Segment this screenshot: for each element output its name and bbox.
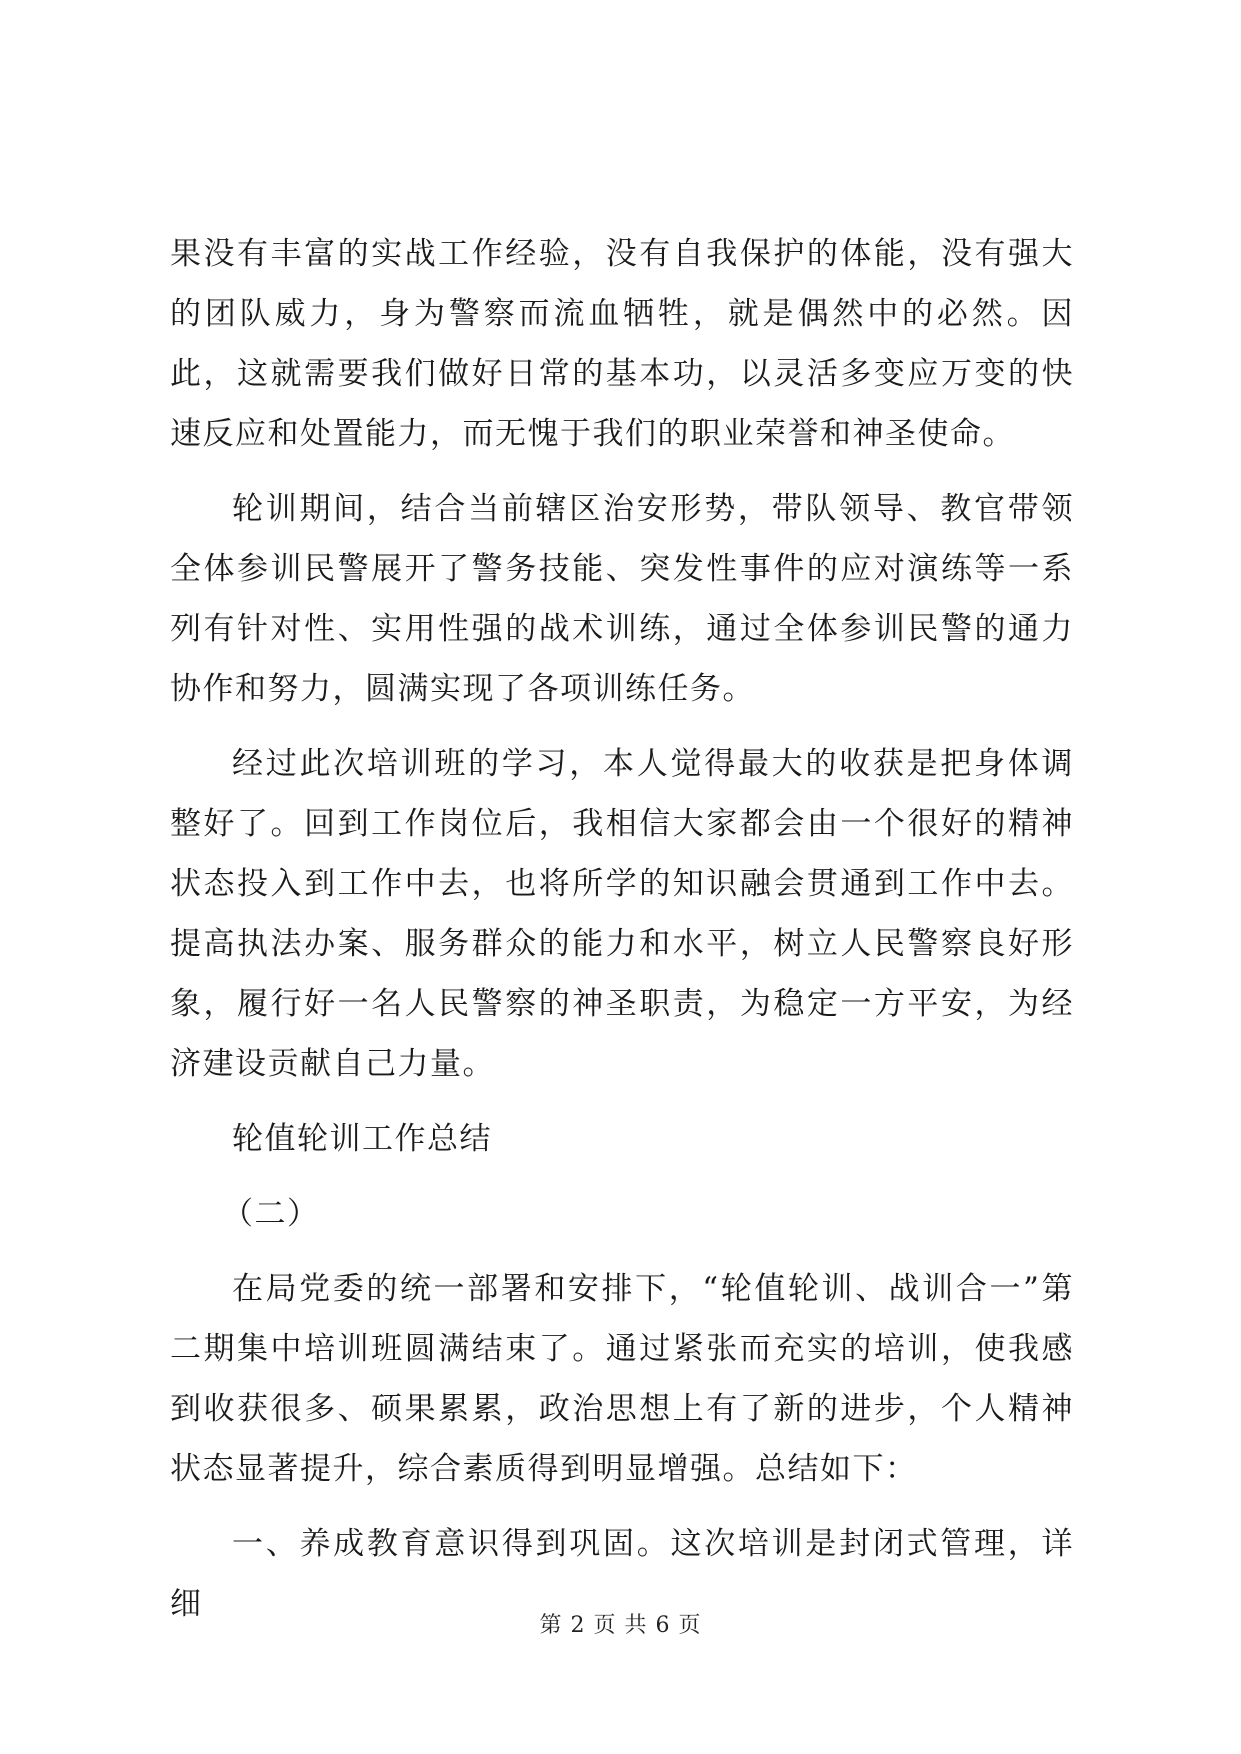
document-body	[170, 224, 1074, 1649]
section-number: （二）	[222, 1196, 320, 1232]
paragraph-training-gains: 经过此次培训班的学习，本人觉得最大的收获是把身体调整好了。回到工作岗位后，我相信大家都会由一个很好的精神状态投入到工作中去，也将所学的知识融会贯通到工作中去。提高执法办案、服务群众的能力和水平，树立人民警察良好形象，履行好一名人民警察的神圣职责，为稳定一方平安，为经济建设贡献自己力量。	[170, 746, 1074, 1082]
section-title: 轮值轮训工作总结	[232, 1121, 492, 1157]
page-footer: 第 2 页 共 6 页	[539, 1613, 702, 1638]
paragraph-intro: 在局党委的统一部署和安排下，“轮值轮训、战训合一”第二期集中培训班圆满结束了。通过紧张而充实的培训，使我感到收获很多、硕果累累，政治思想上有了新的进步，个人精神状态显著提升，综合素质得到明显增强。总结如下：	[170, 1271, 1074, 1487]
paragraph-point-one: 一、养成教育意识得到巩固。这次培训是封闭式管理，详细	[170, 1526, 1074, 1622]
paragraph-training-period: 轮训期间，结合当前辖区治安形势，带队领导、教官带领全体参训民警展开了警务技能、突发性事件的应对演练等一系列有针对性、实用性强的战术训练，通过全体参训民警的通力协作和努力，圆满实现了各项训练任务。	[170, 491, 1074, 707]
paragraph-continuation: 果没有丰富的实战工作经验，没有自我保护的体能，没有强大的团队威力，身为警察而流血牺牲，就是偶然中的必然。因此，这就需要我们做好日常的基本功，以灵活多变应万变的快速反应和处置能力，而无愧于我们的职业荣誉和神圣使命。	[170, 236, 1074, 452]
